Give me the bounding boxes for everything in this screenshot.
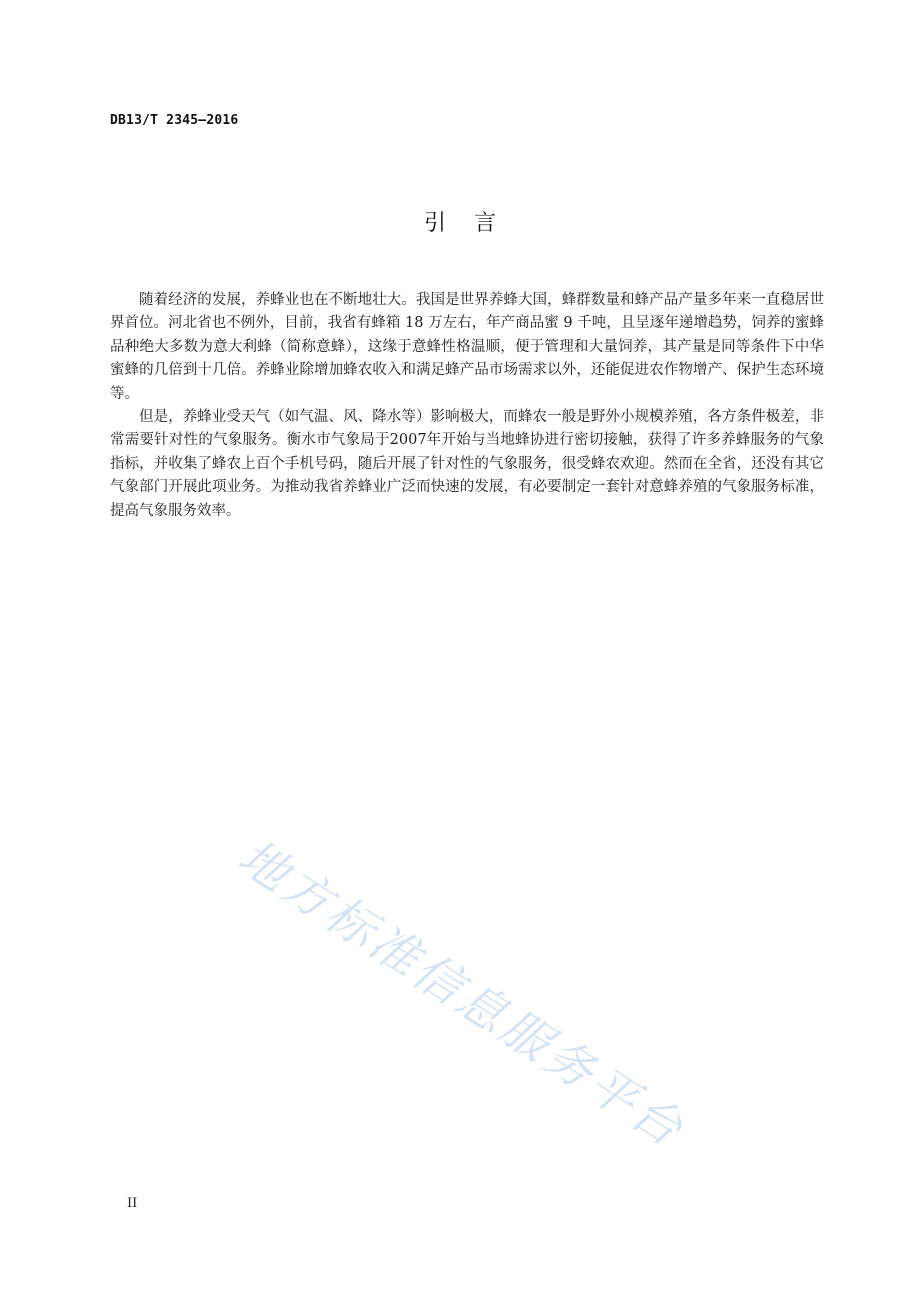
page-title: 引言 <box>423 211 524 236</box>
paragraph-2: 但是，养蜂业受天气（如气温、风、降水等）影响极大，而蜂农一般是野外小规模养殖，各方条件极差，非常需要针对性的气象服务。衡水市气象局于2007年开始与当地蜂协进行密切接触，获得了许多养蜂服务的气象指标，并收集了蜂农上百个手机号码，随后开展了针对性的气象服务，很受蜂农欢迎。然而在全省，还没有其它气象部门开展此项业务。为推动我省养蜂业广泛而快速的发展，有必要制定一套针对意蜂养殖的气象服务标准，提高气象服务效率。 <box>110 409 824 519</box>
watermark-text: 地方标准信息服务平台 <box>228 828 695 1160</box>
introduction-body <box>110 289 824 523</box>
page-number: II <box>127 1196 138 1211</box>
standard-code: DB13/T 2345—2016 <box>110 113 239 128</box>
paragraph-1: 随着经济的发展，养蜂业也在不断地壮大。我国是世界养蜂大国，蜂群数量和蜂产品产量多年来一直稳居世界首位。河北省也不例外，目前，我省有蜂箱 18 万左右，年产商品蜜 9 千吨，且呈逐年递增趋势，饲养的蜜蜂品种绝大多数为意大利蜂（简称意蜂），这缘于意蜂性格温顺，便于管理和大量饲养，其产量是同等条件下中华蜜蜂的几倍到十几倍。养蜂业除增加蜂农收入和满足蜂产品市场需求以外，还能促进农作物增产、保护生态环境等。 <box>110 292 824 402</box>
